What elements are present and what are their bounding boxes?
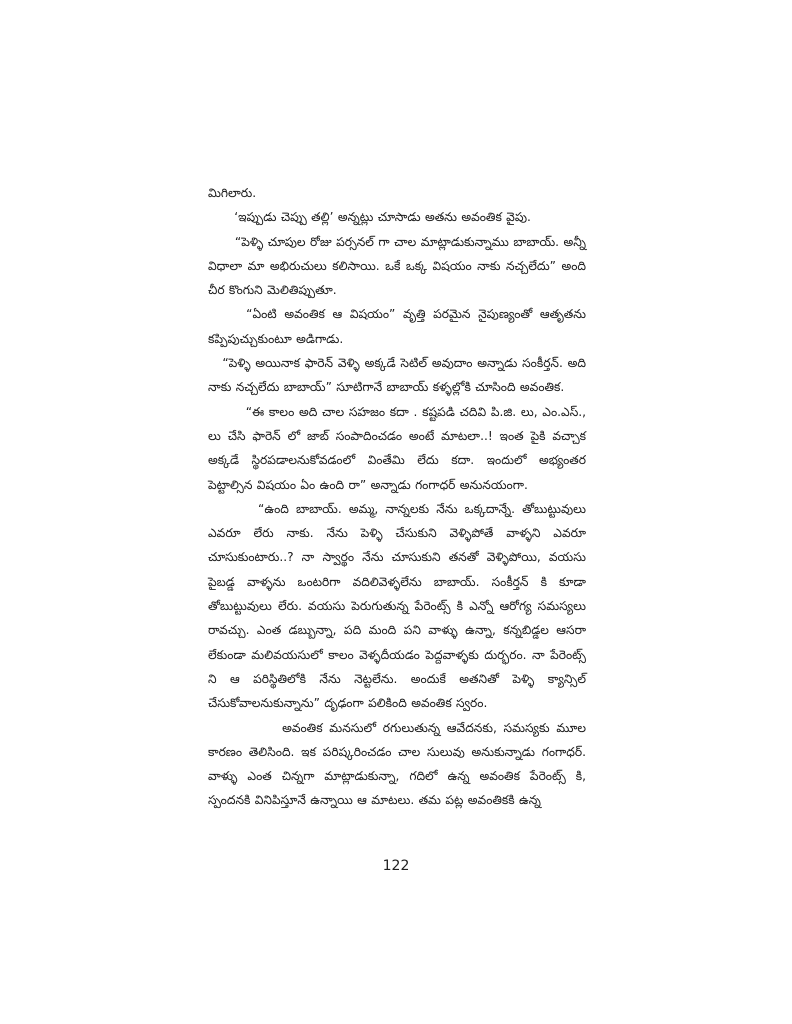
paragraph-4: “ఏంటి అవంతిక ఆ విషయం” వృత్తి పరమైన నైపుణ్యంతో ఆతృతను కప్పిపుచ్చుకుంటూ అడిగాడు. bbox=[208, 307, 586, 346]
page-body bbox=[208, 181, 586, 813]
paragraph-1: మిగిలారు. bbox=[208, 186, 257, 200]
paragraph-7: “ఉంది బాబాయ్. అమ్మ, నాన్నలకు నేను ఒక్కదాన్నే. తోబుట్టువులు ఎవరూ లేరు నాకు. నేను పెళ్ళి చేసుకుని వెళ్ళిపోతే వాళ్ళని ఎవరూ చూసుకుంటారు..? నా స్వార్థం నేను చూసుకుని తనతో వెళ్ళిపోయి, వయసు పైబడ్డ వాళ్ళను ఒంటరిగా వదిలివెళ్ళలేను బాబాయ్. సంకీర్తన్ కి కూడా తోబుట్టువులు లేరు. వయసు పెరుగుతున్న పేరెంట్స్ కి ఎన్నో ఆరోగ్య సమస్యలు రావచ్చు. ఎంత డబ్బున్నా, పది మంది పని వాళ్ళు ఉన్నా, కన్నబిడ్డల ఆసరా లేకుండా మలివయసులో కాలం వెళ్ళదీయడం పెద్దవాళ్ళకు దుర్భరం. నా పేరెంట్స్ ని ఆ పరిస్థితిలోకి నేను నెట్టలేను. అందుకే అతనితో పెళ్ళి క్యాన్సిల్ చేసుకోవాలనుకున్నాను” దృఢంగా పలికింది అవంతిక స్వరం. bbox=[208, 501, 586, 711]
paragraph-8: అవంతిక మనసులో రగులుతున్న ఆవేదనకు, సమస్యకు మూల కారణం తెలిసింది. ఇక పరిష్కరించడం చాల సులువు అనుకున్నాడు గంగాధర్. వాళ్ళు ఎంత చిన్నగా మాట్లాడుకున్నా, గదిలో ఉన్న అవంతిక పేరెంట్స్ కి, స్పందనకి వినిపిస్తూనే ఉన్నాయి ఆ మాటలు. తమ పట్ల అవంతికకి ఉన్న bbox=[208, 720, 586, 808]
paragraph-2: ‘ఇప్పుడు చెప్పు తల్లి’ అన్నట్లు చూసాడు అతను అవంతిక వైపు. bbox=[208, 210, 531, 225]
paragraph-6: “ఈ కాలం అది చాల సహజం కదా . కష్టపడి చదివి పి.జి. లు, ఎం.ఎస్., లు చేసి ఫారెన్ లో జాబ్ సంపాదించడం అంటే మాటలా..! ఇంత పైకి వచ్చాక అక్కడే స్థిరపడాలనుకోవడంలో వింతేమి లేదు కదా. ఇందులో అభ్యంతర పెట్టాల్సిన విషయం ఏం ఉంది రా” అన్నాడు గంగాధర్ అనునయంగా. bbox=[208, 404, 586, 492]
paragraph-5: “పెళ్ళి అయినాక ఫారెన్ వెళ్ళి అక్కడే సెటిల్ అవుదాం అన్నాడు సంకీర్తన్. అది నాకు నచ్చలేదు బాబాయ్” సూటిగానే బాబాయ్ కళ్ళల్లోకి చూసింది అవంతిక. bbox=[208, 356, 586, 395]
page-number: 122 bbox=[382, 858, 410, 874]
paragraph-3: “పెళ్ళి చూపుల రోజు పర్సనల్ గా చాల మాట్లాడుకున్నాము బాబాయ్. అన్నీ విధాలా మా అభిరుచులు కలిసాయి. ఒకే ఒక్క విషయం నాకు నచ్చలేదు” అంది చీర కొంగుని మెలితిప్పుతూ. bbox=[208, 234, 586, 298]
